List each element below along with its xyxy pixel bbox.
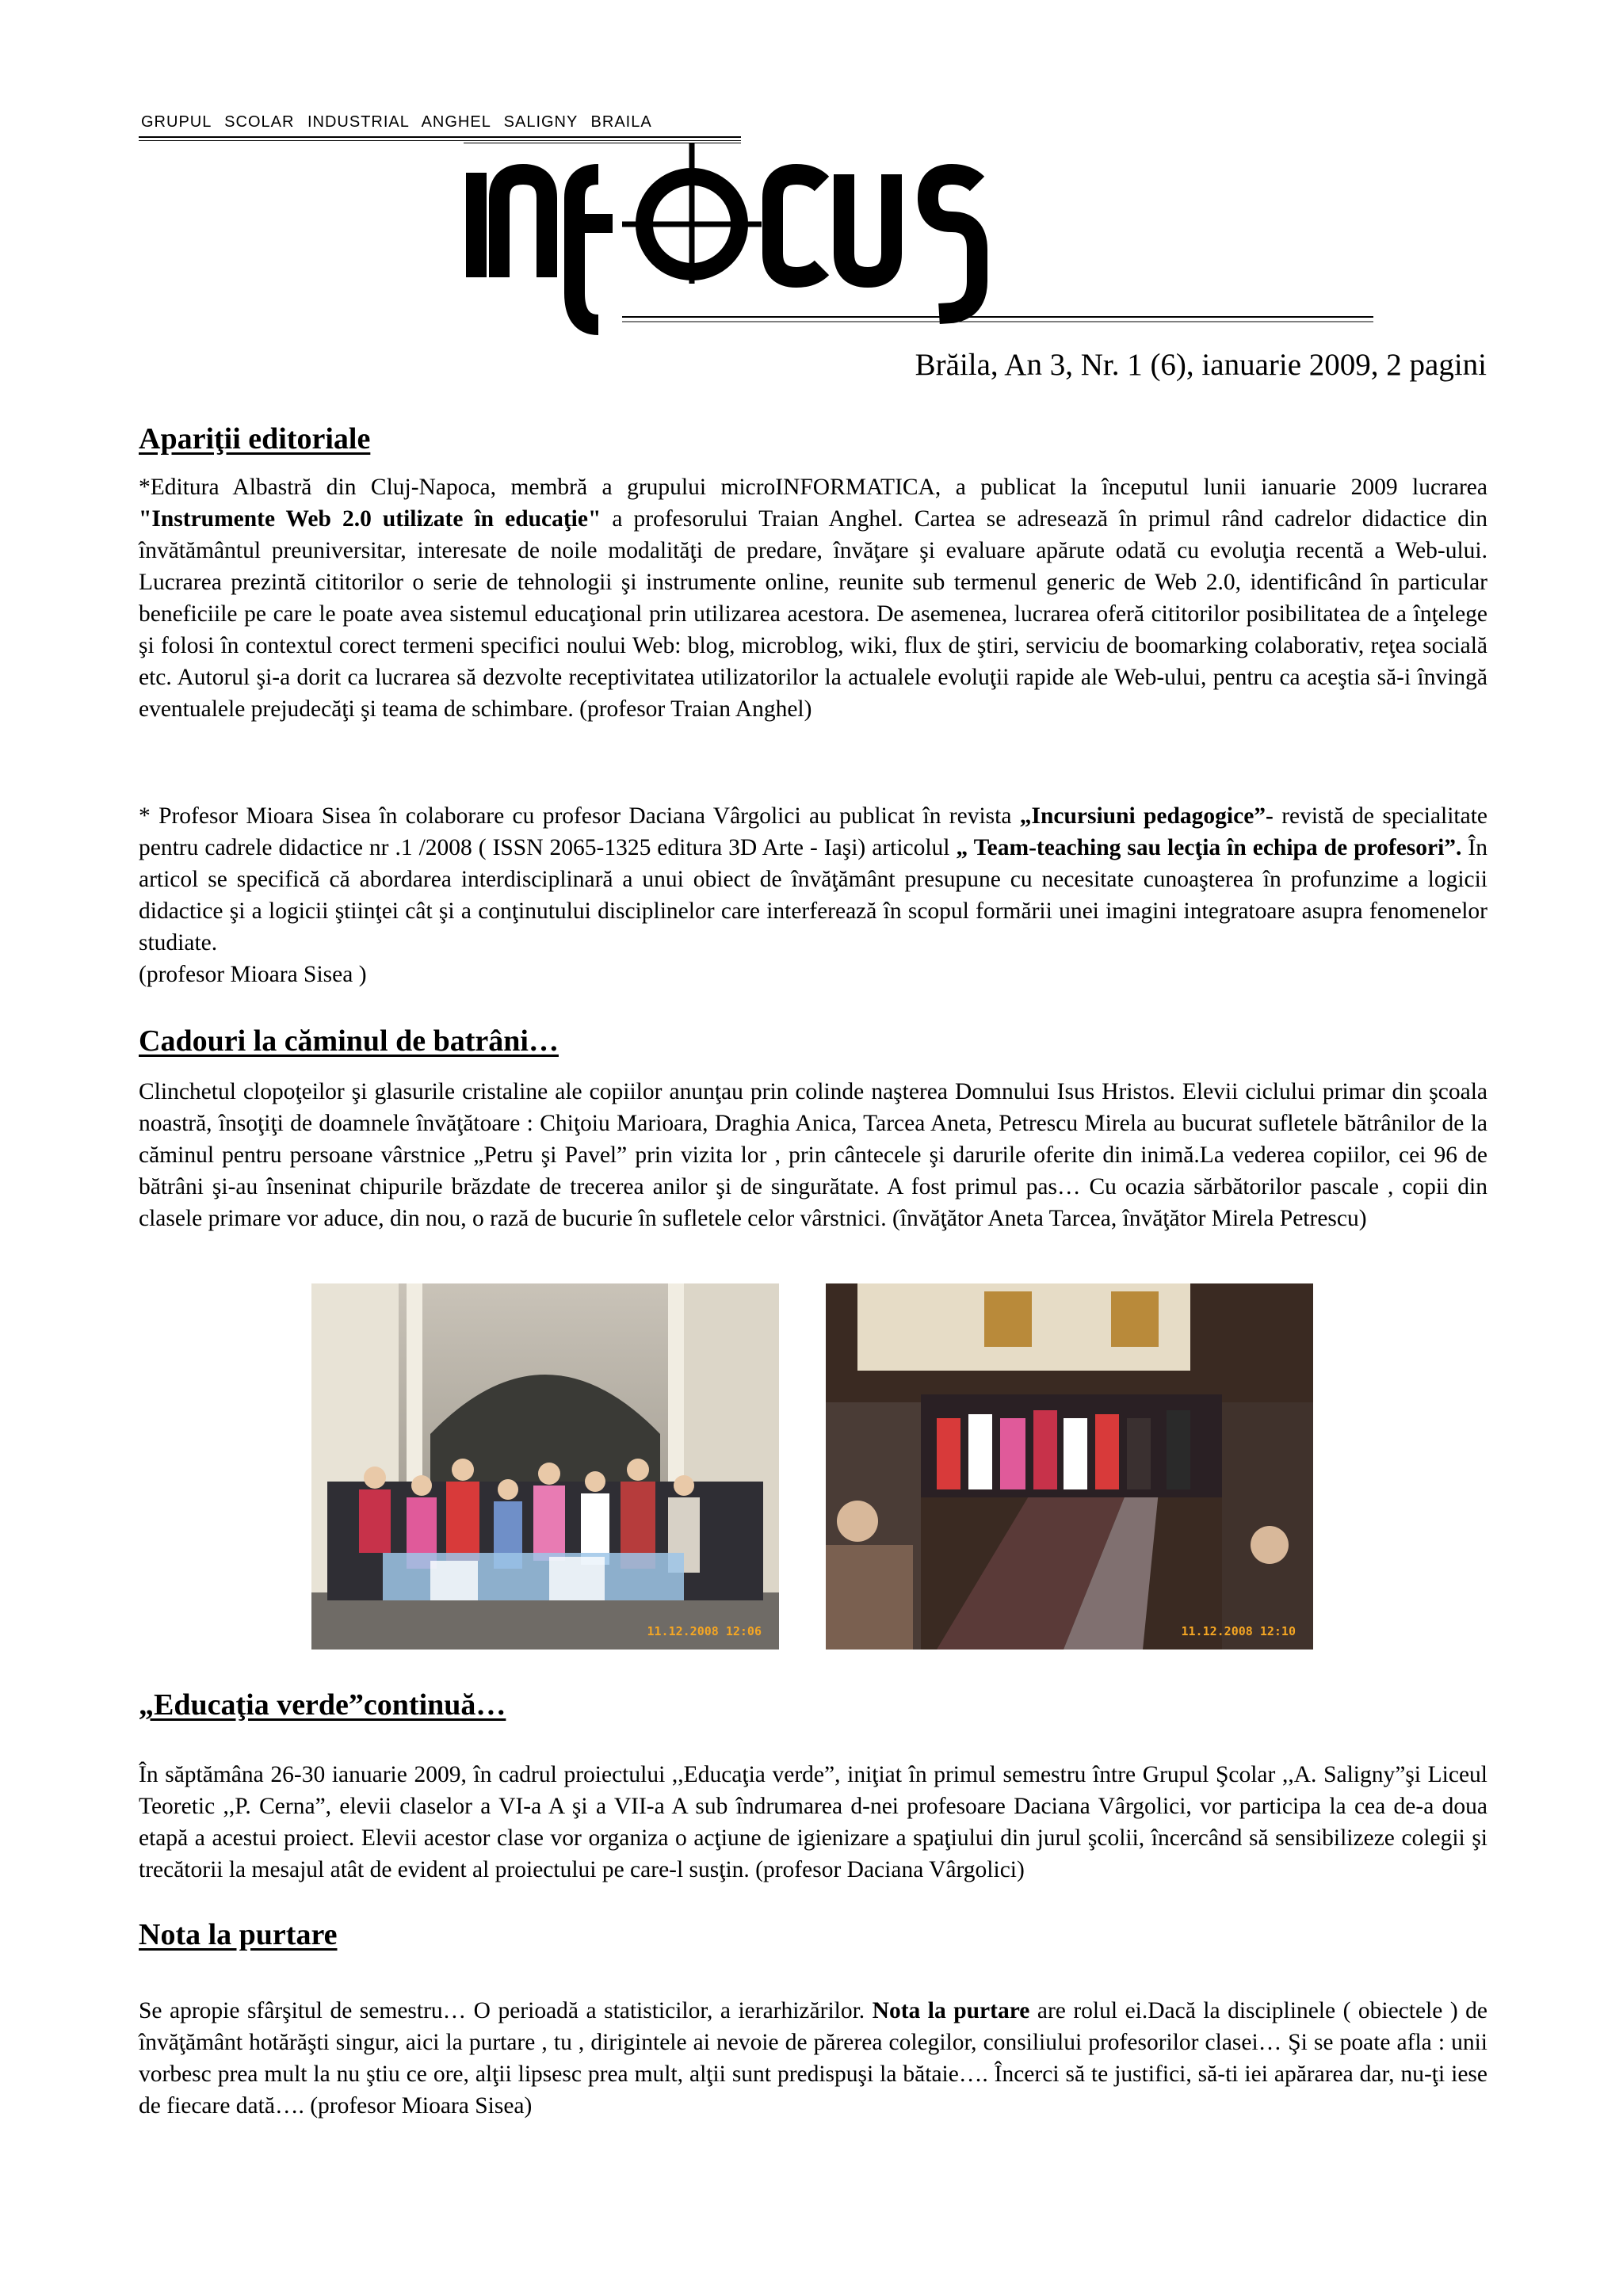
section-title-nota: Nota la purtare bbox=[139, 1918, 338, 1951]
photo-date-stamp: 11.12.2008 12:06 bbox=[647, 1624, 762, 1638]
aparitii-paragraph-2: * Profesor Mioara Sisea în colaborare cu profesor Daciana Vârgolici au publicat în revista „Incursiuni pedagogice”- revistă de specialitate pentru cadrele didactice nr .1 /2008 ( ISSN 2065-1325 editura 3D Arte - Iaşi) articolul „ Team-teaching sau lecţia în echipa de profesori”. În articol se specifică că abordarea interdisciplinară a unui obiect de învăţământ presupune cu necesitate cunoaşterea în profunzime a logicii didactice şi a logicii ştiinţei cât şi a conţinutului disciplinelor care interferează în scopul formării unei imagini integratoare asupra fenomenelor studiate. (profesor Mioara Sisea ) bbox=[139, 800, 1487, 990]
cadouri-paragraph: Clinchetul clopoţeilor şi glasurile cristaline ale copiilor anunţau prin colinde naşterea Domnului Isus Hristos. Elevii ciclului primar din şcoala noastră, însoţiţi de doamnele învăţătoare : Chiţoiu Marioara, Draghia Anica, Tarcea Aneta, Petrescu Mirela au bucurat sufletele bătrânilor de la căminul pentru persoane vârstnice „Petru şi Pavel” prin vizita lor , prin cântecele şi darurile oferite din inimă.La vederea copiilor, cei 96 de bătrâni şi-au înseninat chipurile brăzdate de trecerea anilor şi de singurătate. A fost primul pas… Cu ocazia sărbătorilor pascale , copii din clasele primare vor aduce, din nou, o rază de bucurie în sufletele celor vârstnici. (învăţător Aneta Tarcea, învăţător Mirela Petrescu) bbox=[139, 1079, 1487, 1231]
header-rule-thin bbox=[139, 140, 741, 141]
photo-group-outside bbox=[311, 1283, 779, 1650]
section-title-educatia: „Educaţia verde”continuă… bbox=[139, 1688, 506, 1722]
aparitii-paragraph-1: *Editura Albastră din Cluj-Napoca, membră a grupului microINFORMATICA, a publicat la începutul lunii ianuarie 2009 lucrarea "Instrumente Web 2.0 utilizate în educaţie" a profesorului Traian Anghel. Cartea se adresează în primul rând cadrelor didactice din învătământul preuniversitar, interesate de noile modalităţi de predare, învăţare şi evaluare apărute odată cu evoluţia recentă a Web-ului. Lucrarea prezintă cititorilor o serie de tehnologii şi instrumente online, reunite sub termenul generic de Web 2.0, identificând în particular beneficiile pe care le poate avea sistemul educaţional prin utilizarea acestora. De asemenea, lucrarea oferă cititorilor posibilitatea de a înţelege şi folosi în contextul corect termeni specifici noului Web: blog, microblog, wiki, flux de ştiri, serviciu de boomarking colaborativ, reţea socială etc. Autorul şi-a dorit ca lucrarea să dezvolte receptivitatea utilizatorilor la actualele evoluţii rapide ale Web-ului, pentru ca aceştia să-i învingă eventualele prejudecăţi şi teama de schimbare. (profesor Traian Anghel) bbox=[139, 475, 1487, 722]
nota-paragraph: Se apropie sfârşitul de semestru… O perioadă a statisticilor, a ierarhizărilor. Nota la purtare are rolul ei.Dacă la disciplinele ( obiectele ) de învăţământ hotărăşti singur, aici la purtare , tu , dirigintele ai nevoie de părerea colegilor, consiliului profesorilor clasei… Şi se poate afla : unii vorbesc prea mult la nu ştiu ce ore, alţii lipsesc prea mult, alţii sunt predispuşi la bătaie…. Încerci să te justifici, să-ti iei apărarea dar, nu-ţi iese de fiecare dată…. (profesor Mioara Sisea) bbox=[139, 1998, 1487, 2119]
issue-line: Brăila, An 3, Nr. 1 (6), ianuarie 2009, 2 pagini bbox=[915, 348, 1487, 382]
school-name: GRUPUL SCOLAR INDUSTRIAL ANGHEL SALIGNY BRAILA bbox=[141, 113, 652, 131]
aparitii-signature: (profesor Mioara Sisea ) bbox=[139, 962, 367, 987]
educatia-paragraph: În săptămâna 26-30 ianuarie 2009, în cadrul proiectului ,,Educaţia verde”, iniţiat în primul semestru între Grupul Şcolar ,,A. Saligny”şi Liceul Teoretic ,,P. Cerna”, elevii claselor a VI-a A şi a VII-a A sub îndrumarea d-nei profesoare Daciana Vârgolici, vor participa la cea de-a doua etapă a acestui proiect. Elevii acestor clase vor organiza o acţiune de igienizare a spaţiului din jurul şcolii, încercând să sensibilizeze colegii şi trecătorii la mesajul atât de evident al proiectului pe care-l susţin. (profesor Daciana Vârgolici) bbox=[139, 1762, 1487, 1882]
photo-date-stamp: 11.12.2008 12:10 bbox=[1181, 1624, 1296, 1638]
section-title-cadouri: Cadouri la căminul de batrâni… bbox=[139, 1024, 559, 1058]
infocus-logo bbox=[464, 143, 1375, 349]
photo-group-inside bbox=[826, 1283, 1313, 1650]
section-title-aparitii: Apariţii editoriale bbox=[139, 422, 371, 456]
header-rule bbox=[139, 136, 741, 138]
